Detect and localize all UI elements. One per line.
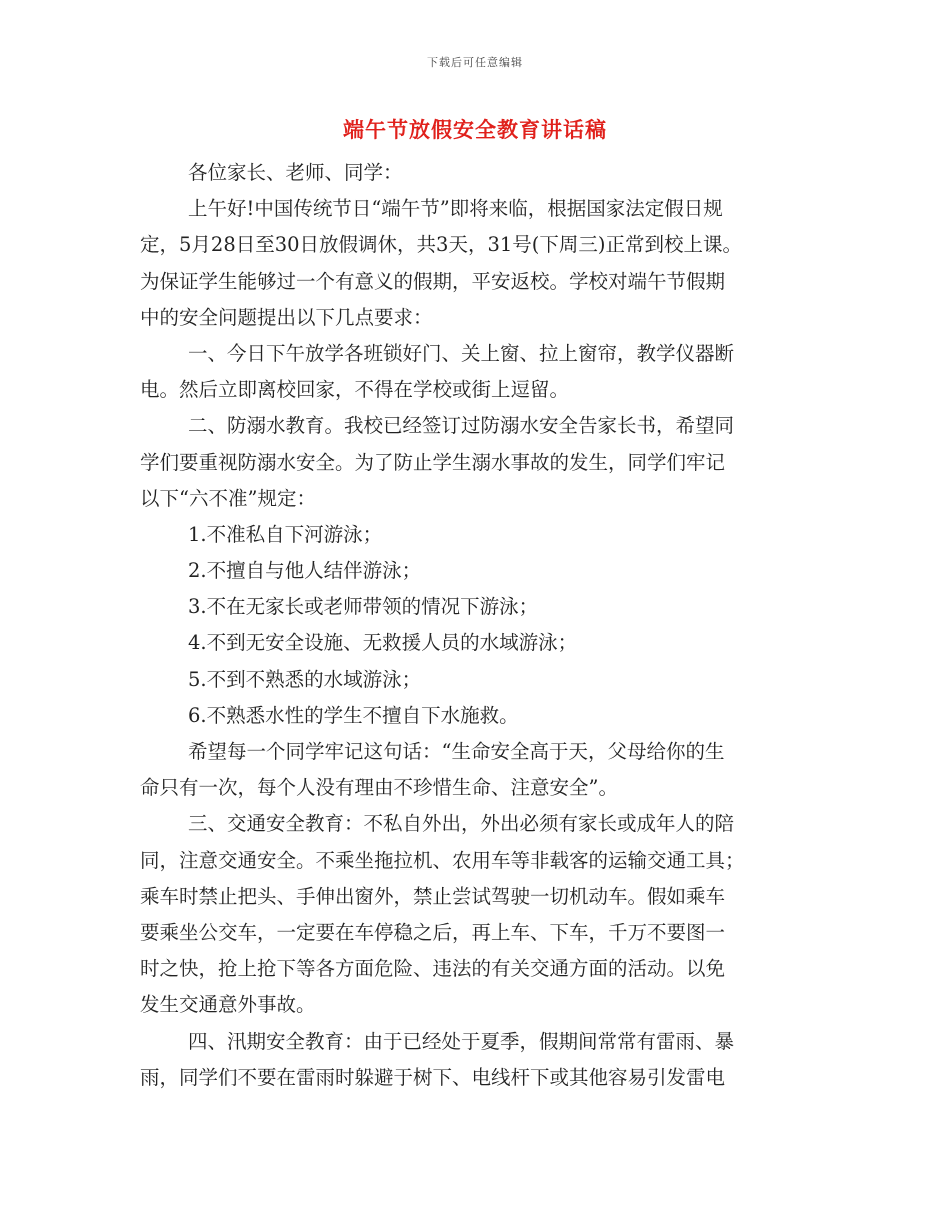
- body-line: 一、今日下午放学各班锁好门、关上窗、拉上窗帘，教学仪器断: [188, 341, 735, 365]
- body-line: 以下“六不准”规定：: [140, 486, 316, 510]
- body-line: 三、交通安全教育：不私自外出，外出必须有家长或成年人的陪: [188, 812, 735, 836]
- document-title: 端午节放假安全教育讲话稿: [343, 118, 607, 142]
- body-line: 定，5月28日至30日放假调休，共3天，31号(下周三)正常到校上课。: [140, 233, 742, 257]
- body-line: 学们要重视防溺水安全。为了防止学生溺水事故的发生，同学们牢记: [140, 450, 726, 474]
- body-line: 6.不熟悉水性的学生不擅自下水施救。: [188, 703, 519, 727]
- body-line: 1.不准私自下河游泳；: [188, 522, 383, 546]
- header-note: 下载后可任意编辑: [427, 56, 523, 69]
- body-line: 四、汛期安全教育：由于已经处于夏季，假期间常常有雷雨、暴: [188, 1029, 735, 1053]
- body-line: 希望每一个同学牢记这句话：“生命安全高于天，父母给你的生: [188, 740, 725, 763]
- body-line: 要乘坐公交车，一定要在车停稳之后，再上车、下车，千万不要图一: [140, 920, 726, 944]
- body-line: 二、防溺水教育。我校已经签订过防溺水安全告家长书，希望同: [188, 414, 735, 438]
- body-line: 各位家长、老师、同学：: [188, 161, 403, 184]
- body-line: 3.不在无家长或老师带领的情况下游泳；: [188, 595, 539, 619]
- body-line: 中的安全问题提出以下几点要求：: [140, 305, 433, 329]
- document-body: [140, 155, 820, 1096]
- body-line: 同，注意交通安全。不乘坐拖拉机、农用车等非载客的运输交通工具；: [140, 848, 745, 872]
- body-line: 4.不到无安全设施、无救援人员的水域游泳；: [188, 631, 578, 655]
- body-line: 5.不到不熟悉的水域游泳；: [188, 667, 422, 691]
- body-line: 电。然后立即离校回家，不得在学校或街上逗留。: [140, 378, 570, 402]
- body-line: 雨，同学们不要在雷雨时躲避于树下、电线杆下或其他容易引发雷电: [140, 1065, 726, 1089]
- body-line: 命只有一次，每个人没有理由不珍惜生命、注意安全”。: [140, 776, 618, 800]
- body-line: 为保证学生能够过一个有意义的假期，平安返校。学校对端午节假期: [140, 269, 726, 293]
- body-line: 时之快，抢上抢下等各方面危险、违法的有关交通方面的活动。以免: [140, 957, 726, 981]
- body-line: 乘车时禁止把头、手伸出窗外，禁止尝试驾驶一切机动车。假如乘车: [140, 884, 726, 908]
- body-line: 2.不擅自与他人结伴游泳；: [188, 559, 422, 583]
- body-line: 发生交通意外事故。: [140, 993, 316, 1017]
- body-line: 上午好!中国传统节日“端午节”即将来临，根据国家法定假日规: [188, 197, 723, 221]
